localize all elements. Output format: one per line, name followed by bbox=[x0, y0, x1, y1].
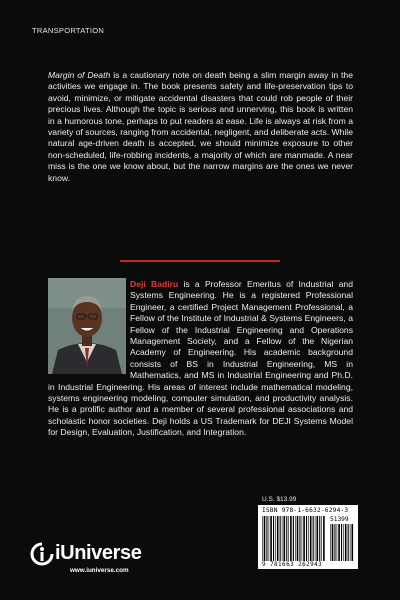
publisher-name: iUniverse bbox=[55, 542, 142, 564]
isbn-number: ISBN 978-1-6632-6294-3 bbox=[262, 507, 349, 514]
author-name: Deji Badiru bbox=[130, 279, 179, 289]
barcode-bars-icon bbox=[262, 516, 326, 561]
author-bio-text: is a Professor Emeritus of Industrial and Systems Engineering. He is a registered Professional Engineer, a certified Project Management Professional, a Fellow of the Institute of Industrial & Systems Engineers, a Fellow of the Industrial Engineering and Operations Management Society, and a Fellow of the Nigerian Academy of Engineering. His academic background consists of BS in Industrial Engineering, MS in Mathematics, and MS in Industrial Engineering and Ph.D. in Industrial Engineering. His areas of interest include mathematical modeling, systems engineering modeling, computer simulation, and productivity analysis. He is a prolific author and a member of several professional associations and scholastic honor societies. Deji holds a US Trademark for DEJI Systems Model for Design, Evaluation, Justification, and Integration. bbox=[48, 279, 353, 438]
section-divider bbox=[120, 260, 280, 262]
publisher-url: www.iuniverse.com bbox=[70, 567, 129, 574]
book-title: Margin of Death bbox=[48, 70, 111, 80]
book-description-text: is a cautionary note on death being a slim margin away in the activities we engage in. The book presents safety and life-preservation tips to avoid, minimize, or mitigate accidental disasters that could rob people of their precious lives. Although the topic is serious and unnerving, this book is written in a humorous tone, perhaps to put readers at ease. Life is always at risk from a variety of sources, ranging from accidental, negligent, and deliberate acts. While natural age-driven death is accepted, we should minimize exposure to other non-scheduled, life-robbing incidents, a majority of which are manmade. A near miss is the one we know about, but the narrow margins are the ones we never know. bbox=[48, 70, 353, 183]
publisher-logo bbox=[30, 540, 170, 580]
author-bio bbox=[48, 279, 353, 439]
iuniverse-logo-icon bbox=[30, 542, 54, 566]
barcode-addon-number: 51399 bbox=[330, 516, 349, 523]
barcode-addon-bars-icon bbox=[330, 524, 354, 561]
barcode bbox=[258, 505, 358, 569]
price-label: U.S. $13.99 bbox=[262, 496, 297, 503]
book-description bbox=[48, 70, 353, 184]
category-label: TRANSPORTATION bbox=[32, 26, 105, 35]
barcode-digits: 9 781663 262943 bbox=[262, 561, 323, 568]
